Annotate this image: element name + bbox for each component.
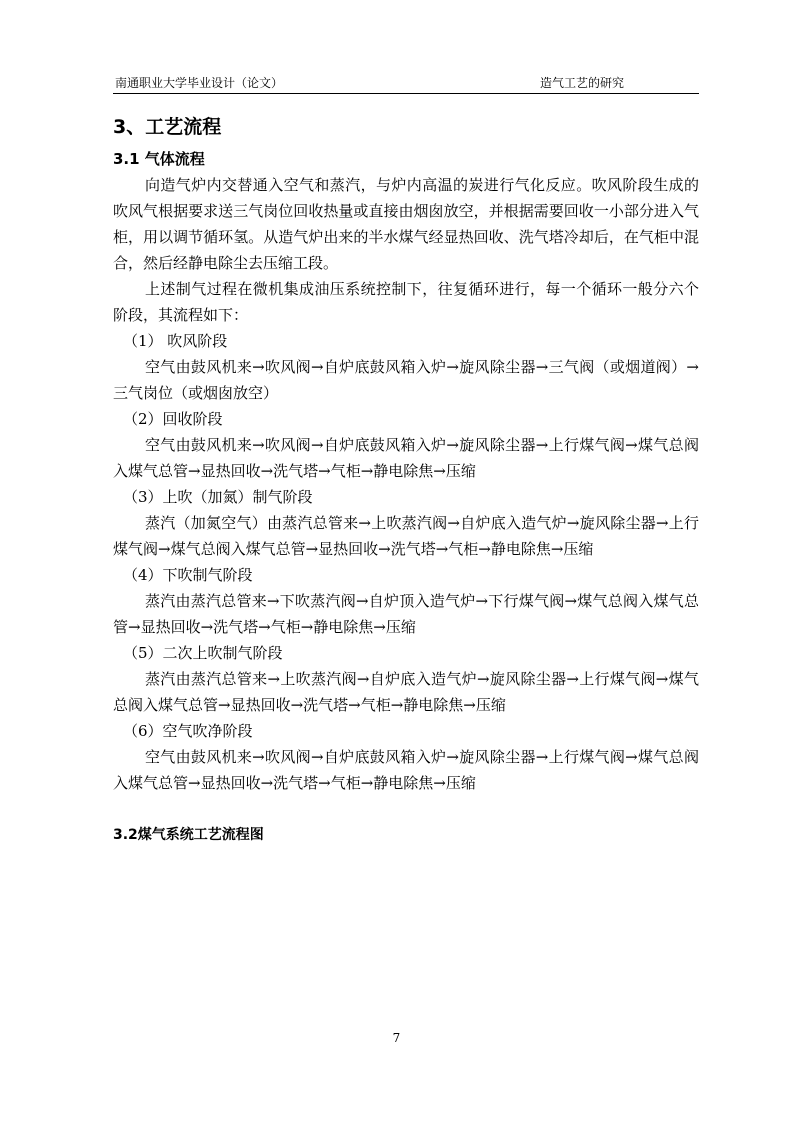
stage-label: （1） 吹风阶段 (123, 332, 228, 350)
header-divider (113, 93, 699, 94)
stage-label: （6）空气吹净阶段 (123, 722, 253, 740)
stage-flow: 蒸汽由蒸汽总管来→上吹蒸汽阀→自炉底入造气炉→旋风除尘器→上行煤气阀→煤气总阀入煤气总管→显热回收→洗气塔→气柜→静电除焦→压缩 (113, 670, 699, 714)
stage-flow: 空气由鼓风机来→吹风阀→自炉底鼓风箱入炉→旋风除尘器→上行煤气阀→煤气总阀入煤气总管→显热回收→洗气塔→气柜→静电除焦→压缩 (113, 436, 699, 480)
stage-flow: 空气由鼓风机来→吹风阀→自炉底鼓风箱入炉→旋风除尘器→上行煤气阀→煤气总阀入煤气总管→显热回收→洗气塔→气柜→静电除焦→压缩 (113, 748, 699, 792)
spacer (113, 796, 699, 822)
section-title: 3、工艺流程 (113, 116, 222, 138)
stage-label: （2）回收阶段 (123, 410, 223, 428)
paragraph-cycle: 上述制气过程在微机集成油压系统控制下，往复循环进行，每一个循环一般分六个阶段，其流程如下： (113, 280, 699, 324)
page-number: 7 (392, 1031, 401, 1045)
paragraph-intro: 向造气炉内交替通入空气和蒸汽，与炉内高温的炭进行气化反应。吹风阶段生成的吹风气根据要求送三气岗位回收热量或直接由烟囱放空，并根据需要回收一小部分进入气柜，用以调节循环氢。从造气炉出来的半水煤气经显热回收、洗气塔冷却后，在气柜中混合，然后经静电除尘去压缩工段。 (113, 176, 699, 272)
stage-label: （4）下吹制气阶段 (123, 566, 253, 584)
page-header (113, 75, 699, 91)
stage-label: （3）上吹（加氮）制气阶段 (123, 488, 313, 506)
stage-label: （5）二次上吹制气阶段 (123, 644, 283, 662)
document-body (113, 112, 699, 848)
stage-flow: 蒸汽由蒸汽总管来→下吹蒸汽阀→自炉顶入造气炉→下行煤气阀→煤气总阀入煤气总管→显热回收→洗气塔→气柜→静电除焦→压缩 (113, 592, 699, 636)
subsection-title-gas-flow: 3.1 气体流程 (113, 150, 205, 168)
header-paper-title: 造气工艺的研究 (540, 76, 625, 90)
header-thesis-title: 南通职业大学毕业设计（论文） (115, 76, 284, 90)
subsection-title-flow-diagram: 3.2煤气系统工艺流程图 (113, 827, 264, 843)
stage-flow: 空气由鼓风机来→吹风阀→自炉底鼓风箱入炉→旋风除尘器→三气阀（或烟道阀）→三气岗位（或烟囱放空） (113, 358, 699, 402)
stage-flow: 蒸汽（加氮空气）由蒸汽总管来→上吹蒸汽阀→自炉底入造气炉→旋风除尘器→上行煤气阀→煤气总阀入煤气总管→显热回收→洗气塔→气柜→静电除焦→压缩 (113, 514, 699, 558)
